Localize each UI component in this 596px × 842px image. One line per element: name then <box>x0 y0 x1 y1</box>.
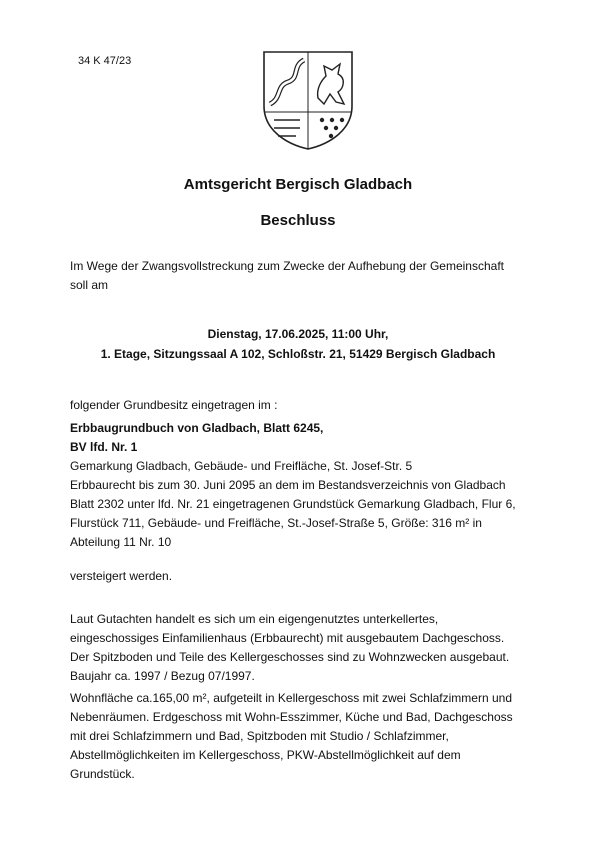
gutachten-line: Laut Gutachten handelt es sich um ein eigengenutztes unterkellertes, <box>70 612 439 626</box>
beschreibung-line: Erbbaurecht bis zum 30. Juni 2095 an dem im Bestandsverzeichnis von Gladbach <box>70 478 506 492</box>
gutachten-line: Der Spitzboden und Teile des Kellergeschosses sind zu Wohnzwecken ausgebaut. <box>70 650 510 664</box>
termin-date: Dienstag, 17.06.2025, 11:00 Uhr, <box>207 327 389 341</box>
court-name: Amtsgericht Bergisch Gladbach <box>183 176 413 193</box>
intro-paragraph <box>70 257 540 295</box>
aktenzeichen: 34 K 47/23 <box>78 55 132 67</box>
beschreibung-line: Flurstück 711, Gebäude- und Freifläche, St.-Josef-Straße 5, Größe: 316 m² in <box>70 516 482 530</box>
grundbuch-block <box>70 419 540 457</box>
beschreibung-line: Blatt 2302 unter lfd. Nr. 21 eingetragenen Grundstück Gemarkung Gladbach, Flur 6, <box>70 497 516 511</box>
gutachten-line: Baujahr ca. 1997 / Bezug 07/1997. <box>70 669 255 683</box>
grundstueck-beschreibung <box>70 457 540 552</box>
grundbuch-line: BV lfd. Nr. 1 <box>70 440 138 454</box>
termin-block <box>0 324 596 364</box>
wohnflaeche-line: Wohnfläche ca.165,00 m², aufgeteilt in Kellergeschoss mit zwei Schlafzimmern und <box>70 691 512 705</box>
wohnflaeche-line: mit drei Schlafzimmern und Bad, Spitzboden mit Studio / Schlafzimmer, <box>70 729 449 743</box>
grundbesitz-intro: folgender Grundbesitz eingetragen im : <box>70 398 278 412</box>
nrw-coat-of-arms-icon <box>260 48 356 152</box>
document-title: Beschluss <box>260 212 336 229</box>
termin-location: 1. Etage, Sitzungssaal A 102, Schloßstr. 21, 51429 Bergisch Gladbach <box>100 347 496 361</box>
versteigert-line: versteigert werden. <box>70 569 173 583</box>
wohnflaeche-line: Grundstück. <box>70 767 135 781</box>
wohnflaeche-line: Abstellmöglichkeiten im Kellergeschoss, PKW-Abstellmöglichkeit auf dem <box>70 748 461 762</box>
grundbuch-line: Erbbaugrundbuch von Gladbach, Blatt 6245, <box>70 421 324 435</box>
intro-line: Im Wege der Zwangsvollstreckung zum Zwecke der Aufhebung der Gemeinschaft <box>70 259 504 273</box>
gutachten-line: eingeschossiges Einfamilienhaus (Erbbaurecht) mit ausgebautem Dachgeschoss. <box>70 631 505 645</box>
beschreibung-line: Abteilung 11 Nr. 10 <box>70 535 172 549</box>
wohnflaeche-line: Nebenräumen. Erdgeschoss mit Wohn-Esszimmer, Küche und Bad, Dachgeschoss <box>70 710 513 724</box>
gutachten-paragraph <box>70 610 540 686</box>
wohnflaeche-paragraph <box>70 689 540 784</box>
intro-line: soll am <box>70 278 109 292</box>
beschreibung-line: Gemarkung Gladbach, Gebäude- und Freifläche, St. Josef-Str. 5 <box>70 459 413 473</box>
